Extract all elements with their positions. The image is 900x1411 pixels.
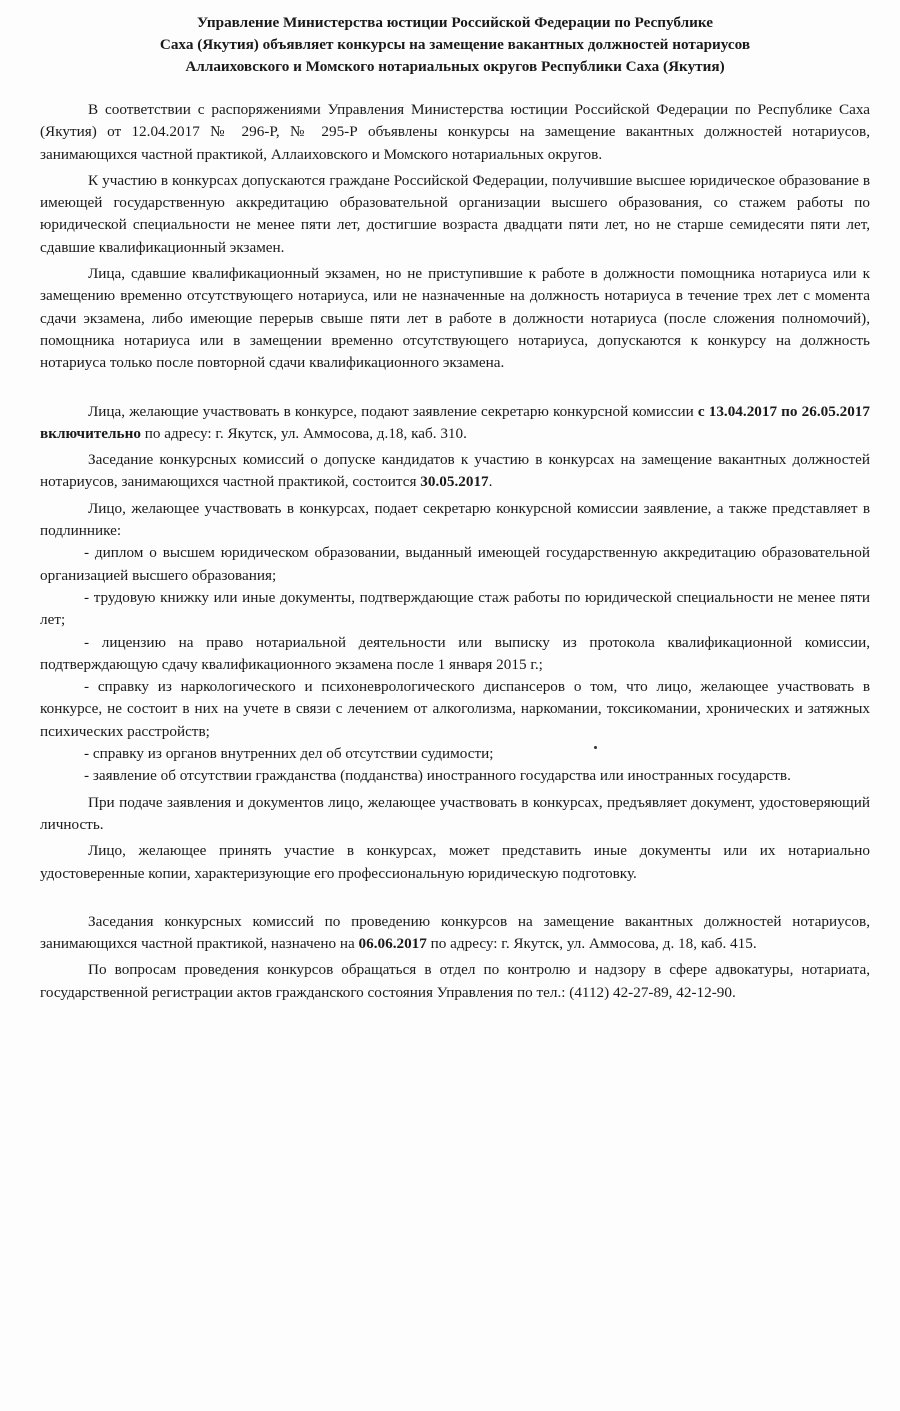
paragraph-decree: В соответствии с распоряжениями Управления Министерства юстиции Российской Федерации по Республике Саха (Якутия) от 12.04.2017 № 296-Р, № 295-Р объявлены конкурсы на замещение вакантных должностей нотариусов, занимающихся частной практикой, Аллаиховского и Момского нотариальных округов. xyxy=(40,101,870,163)
competition-text-end: по адресу: г. Якутск, ул. Аммосова, д. 18, каб. 415. xyxy=(426,935,757,953)
paragraph-competition-meeting xyxy=(40,911,870,956)
admission-date: 30.05.2017 xyxy=(420,473,489,491)
scan-speck xyxy=(594,746,597,749)
competition-date: 06.06.2017 xyxy=(358,935,427,953)
list-item-license: - лицензию на право нотариальной деятельности или выписку из протокола квалификационной комиссии, подтверждающую сдачу квалификационного экзамена после 1 января 2015 г.; xyxy=(40,633,870,673)
document-title xyxy=(40,12,870,78)
paragraph-eligibility: К участию в конкурсах допускаются граждане Российской Федерации, получившие высшее юридическое образование в имеющей государственную аккредитацию образовательной организации высшего образования, со стажем работы по юридической специальности не менее пяти лет, достигшие возраста двадцати пяти лет, но не старше семидесяти пяти лет, сдавшие квалификационный экзамен. xyxy=(40,171,870,256)
paragraph-reexam: Лица, сдавшие квалификационный экзамен, но не приступившие к работе в должности помощника нотариуса или к замещению временно отсутствующего нотариуса, или не назначенные на должность нотариуса в течение трех лет с момента сдачи экзамена, либо имеющие перерыв свыше пяти лет в работе в должности нотариуса (после сложения полномочий), помощника нотариуса или в замещении временно отсутствующего нотариуса, допускаются к конкурсу на должность нотариуса только после повторной сдачи квалификационного экзамена. xyxy=(40,265,870,372)
paragraph-documents-intro: Лицо, желающее участвовать в конкурсах, подает секретарю конкурсной комиссии заявление, а также представляет в подлиннике: xyxy=(40,499,870,540)
title-line-3: Аллаиховского и Момского нотариальных округов Республики Саха (Якутия) xyxy=(185,58,725,75)
application-dates: с 13.04.2017 по 26.05.2017 включительно xyxy=(40,402,870,442)
list-item-diploma: - диплом о высшем юридическом образовании, выданный имеющей государственную аккредитацию образовательной организацией высшего образования; xyxy=(40,544,870,584)
application-text-end: по адресу: г. Якутск, ул. Аммосова, д.18, каб. 310. xyxy=(140,424,467,442)
paragraph-other-documents: Лицо, желающее принять участие в конкурсах, может представить иные документы или их нотариально удостоверенные копии, характеризующие его профессиональную юридическую подготовку. xyxy=(40,842,870,882)
paragraph-contacts: По вопросам проведения конкурсов обращаться в отдел по контролю и надзору в сфере адвокатуры, нотариата, государственной регистрации актов гражданского состояния Управления по тел.: (4112) 42-27-89, 42-12-90. xyxy=(40,961,870,1001)
admission-text-end: . xyxy=(488,473,493,491)
paragraph-admission-meeting xyxy=(40,449,870,494)
application-text-start: Лица, желающие участвовать в конкурсе, подают заявление секретарю конкурсной комиссии xyxy=(88,402,698,420)
paragraph-identity: При подаче заявления и документов лицо, желающее участвовать в конкурсах, предъявляет документ, удостоверяющий личность. xyxy=(40,793,870,833)
title-line-2: Саха (Якутия) объявляет конкурсы на замещение вакантных должностей нотариусов xyxy=(159,36,751,53)
admission-text-start: Заседание конкурсных комиссий о допуске кандидатов к участию в конкурсах на замещение вакантных должностей нотариусов, занимающихся частной практикой, состоится xyxy=(40,451,870,491)
competition-text-start: Заседания конкурсных комиссий по проведению конкурсов на замещение вакантных должностей нотариусов, занимающихся частной практикой, назначено на xyxy=(40,912,870,953)
title-line-1: Управление Министерства юстиции Российской Федерации по Республике xyxy=(196,14,713,31)
list-item-police-certificate: - справку из органов внутренних дел об отсутствии судимости; xyxy=(84,745,494,763)
list-item-citizenship-statement: - заявление об отсутствии гражданства (подданства) иностранного государства или иностранных государств. xyxy=(84,767,791,785)
list-item-workbook: - трудовую книжку или иные документы, подтверждающие стаж работы по юридической специальности не менее пяти лет; xyxy=(40,588,870,629)
paragraph-application-period xyxy=(40,401,870,446)
list-item-medical-certificate: - справку из наркологического и психоневрологического диспансеров о том, что лицо, желающее участвовать в конкурсе, не состоит в них на учете в связи с лечением от алкоголизма, наркомании, токсикомании, хронических и затяжных психических расстройств; xyxy=(40,678,870,740)
